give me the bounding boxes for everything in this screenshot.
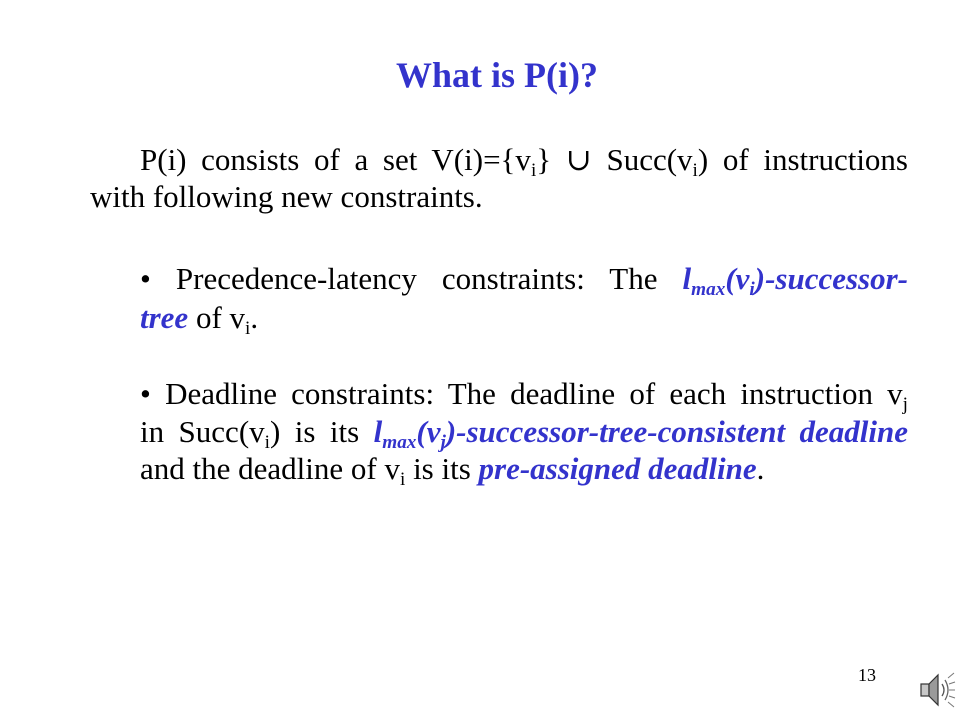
emphasized-term: (v: [416, 414, 441, 449]
text-run: Deadline constraints: The deadline of each instruction v: [165, 376, 903, 411]
emphasized-term: (v: [725, 261, 750, 296]
text-run: of v: [188, 300, 246, 335]
paragraph-3-line-1: [140, 375, 908, 413]
text-run: .: [756, 451, 765, 486]
page-number: 13: [858, 665, 876, 685]
subscript: i: [264, 431, 270, 453]
text-run: P(i) consists of a set V(i)={v: [140, 142, 531, 177]
emphasized-term: tree: [140, 300, 189, 335]
subscript: i: [530, 159, 537, 181]
emphasized-subscript: i: [749, 278, 755, 300]
text-run: } ∪ Succ(v: [536, 142, 693, 177]
paragraph-2-line-1: [140, 260, 908, 298]
emphasized-term: l: [373, 414, 383, 449]
text-run: with following new constraints.: [90, 179, 483, 214]
text-run: ) is its: [270, 414, 374, 449]
subscript: j: [902, 393, 909, 415]
emphasized-term: l: [682, 261, 692, 296]
text-run: is its: [405, 451, 479, 486]
emphasized-term: )-successor-tree-consistent deadline: [445, 414, 909, 449]
bullet: •: [140, 261, 151, 296]
text-run: and the deadline of v: [140, 451, 400, 486]
subscript: i: [399, 468, 406, 490]
speaker-icon[interactable]: [918, 670, 956, 710]
paragraph-1-line-1: [140, 141, 908, 179]
text-run: .: [250, 300, 259, 335]
emphasized-term: )-successor-: [754, 261, 908, 296]
bullet: •: [140, 376, 151, 411]
subscript: i: [692, 159, 698, 181]
slide-title: What is P(i)?: [396, 55, 598, 95]
text-run: ) of instructions: [697, 142, 908, 177]
text-run: Precedence-latency constraints: The: [175, 261, 683, 296]
paragraph-3-line-2: [140, 413, 908, 451]
emphasized-subscript: max: [691, 278, 726, 300]
text-run: in Succ(v: [140, 414, 265, 449]
paragraph-3-line-3: [140, 450, 764, 488]
emphasized-term: pre-assigned deadline: [478, 451, 757, 486]
paragraph-1-line-2: [90, 178, 483, 216]
emphasized-subscript: max: [382, 431, 417, 453]
emphasized-subscript: j: [440, 431, 446, 453]
paragraph-2-line-2: [140, 299, 258, 337]
subscript: i: [245, 317, 251, 339]
